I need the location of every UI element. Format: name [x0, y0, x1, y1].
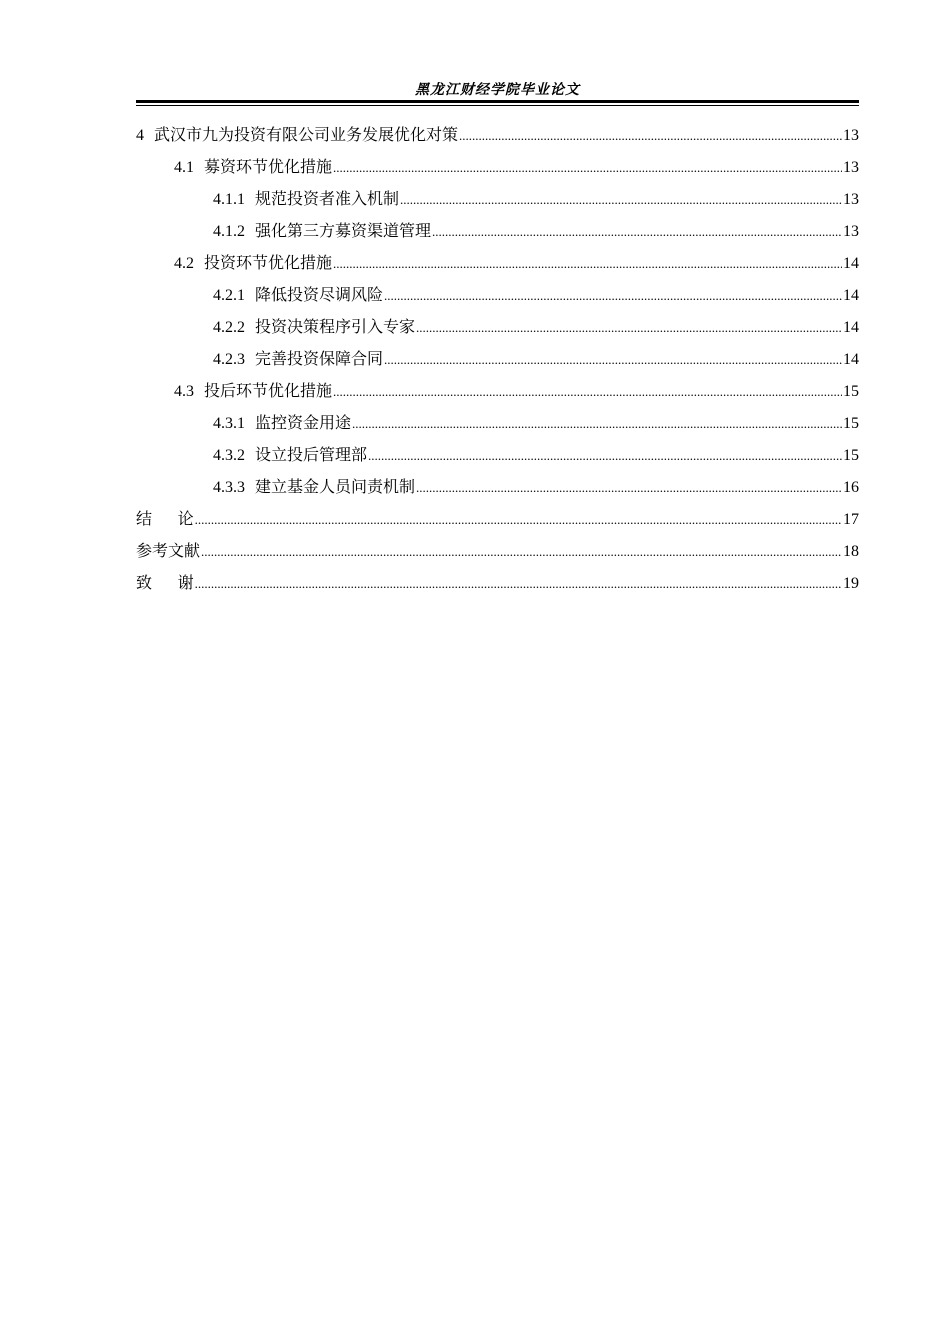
toc-dot-leader — [352, 408, 842, 440]
toc-entry-page: 18 — [843, 543, 859, 560]
toc-entry-number: 4.1.2 — [213, 223, 245, 240]
toc-entry[interactable] — [136, 407, 859, 439]
toc-entry-title: 建立基金人员问责机制 — [255, 477, 416, 496]
toc-entry-title: 致谢 — [136, 573, 220, 592]
toc-entry-number: 4.1 — [174, 159, 194, 176]
toc-entry-page: 15 — [843, 383, 859, 400]
toc-entry-page: 13 — [843, 127, 859, 144]
toc-entry-page: 13 — [843, 223, 859, 240]
toc-dot-leader — [416, 472, 842, 504]
toc-entry[interactable] — [136, 535, 859, 567]
toc-dot-leader — [416, 312, 842, 344]
toc-entry[interactable] — [136, 503, 859, 535]
toc-entry-page: 13 — [843, 159, 859, 176]
toc-entry[interactable] — [136, 343, 859, 375]
toc-entry-title: 投资环节优化措施 — [204, 253, 333, 272]
toc-dot-leader — [384, 344, 842, 376]
toc-dot-leader — [384, 280, 842, 312]
toc-entry-number: 4.2.2 — [213, 319, 245, 336]
toc-entry-number: 4 — [136, 127, 144, 144]
toc-entry-title: 设立投后管理部 — [255, 445, 368, 464]
toc-entry-number: 4.2.1 — [213, 287, 245, 304]
toc-entry-number: 4.2.3 — [213, 351, 245, 368]
toc-entry-number: 4.3.1 — [213, 415, 245, 432]
toc-dot-leader — [195, 568, 842, 600]
toc-entry-title: 结论 — [136, 509, 220, 528]
toc-dot-leader — [333, 248, 842, 280]
toc-entry-page: 14 — [843, 255, 859, 272]
table-of-contents — [136, 119, 859, 599]
toc-entry-number: 4.3 — [174, 383, 194, 400]
header-rule-thin — [136, 105, 859, 106]
toc-entry-title: 完善投资保障合同 — [255, 349, 384, 368]
toc-entry[interactable] — [136, 119, 859, 151]
toc-entry-page: 13 — [843, 191, 859, 208]
toc-dot-leader — [432, 216, 842, 248]
toc-entry-page: 19 — [843, 575, 859, 592]
toc-dot-leader — [368, 440, 842, 472]
toc-entry-title: 监控资金用途 — [255, 413, 352, 432]
toc-entry-title: 规范投资者准入机制 — [255, 189, 400, 208]
toc-entry-title: 降低投资尽调风险 — [255, 285, 384, 304]
toc-entry-number: 4.3.2 — [213, 447, 245, 464]
toc-dot-leader — [201, 536, 842, 568]
toc-entry[interactable] — [136, 567, 859, 599]
toc-entry[interactable] — [136, 471, 859, 503]
page-header-title: 黑龙江财经学院毕业论文 — [415, 82, 580, 98]
toc-entry-title: 募资环节优化措施 — [204, 157, 333, 176]
toc-entry-page: 14 — [843, 351, 859, 368]
toc-entry[interactable] — [136, 215, 859, 247]
toc-dot-leader — [195, 504, 842, 536]
toc-entry-page: 17 — [843, 511, 859, 528]
toc-entry[interactable] — [136, 279, 859, 311]
toc-entry-page: 15 — [843, 415, 859, 432]
toc-entry-number: 4.1.1 — [213, 191, 245, 208]
toc-entry-number: 4.3.3 — [213, 479, 245, 496]
toc-entry-page: 14 — [843, 287, 859, 304]
toc-entry[interactable] — [136, 439, 859, 471]
toc-entry-number: 4.2 — [174, 255, 194, 272]
toc-dot-leader — [400, 184, 842, 216]
toc-entry[interactable] — [136, 311, 859, 343]
toc-entry[interactable] — [136, 247, 859, 279]
toc-entry[interactable] — [136, 183, 859, 215]
toc-entry[interactable] — [136, 151, 859, 183]
toc-entry-title: 投资决策程序引入专家 — [255, 317, 416, 336]
toc-entry-title: 参考文献 — [136, 541, 201, 560]
toc-entry-page: 16 — [843, 479, 859, 496]
toc-entry-title: 武汉市九为投资有限公司业务发展优化对策 — [154, 125, 459, 144]
toc-dot-leader — [459, 120, 842, 152]
toc-entry[interactable] — [136, 375, 859, 407]
toc-dot-leader — [333, 152, 842, 184]
toc-entry-title: 投后环节优化措施 — [204, 381, 333, 400]
header-rule-thick — [136, 100, 859, 103]
toc-entry-page: 15 — [843, 447, 859, 464]
toc-entry-title: 强化第三方募资渠道管理 — [255, 221, 432, 240]
toc-entry-page: 14 — [843, 319, 859, 336]
toc-dot-leader — [333, 376, 842, 408]
